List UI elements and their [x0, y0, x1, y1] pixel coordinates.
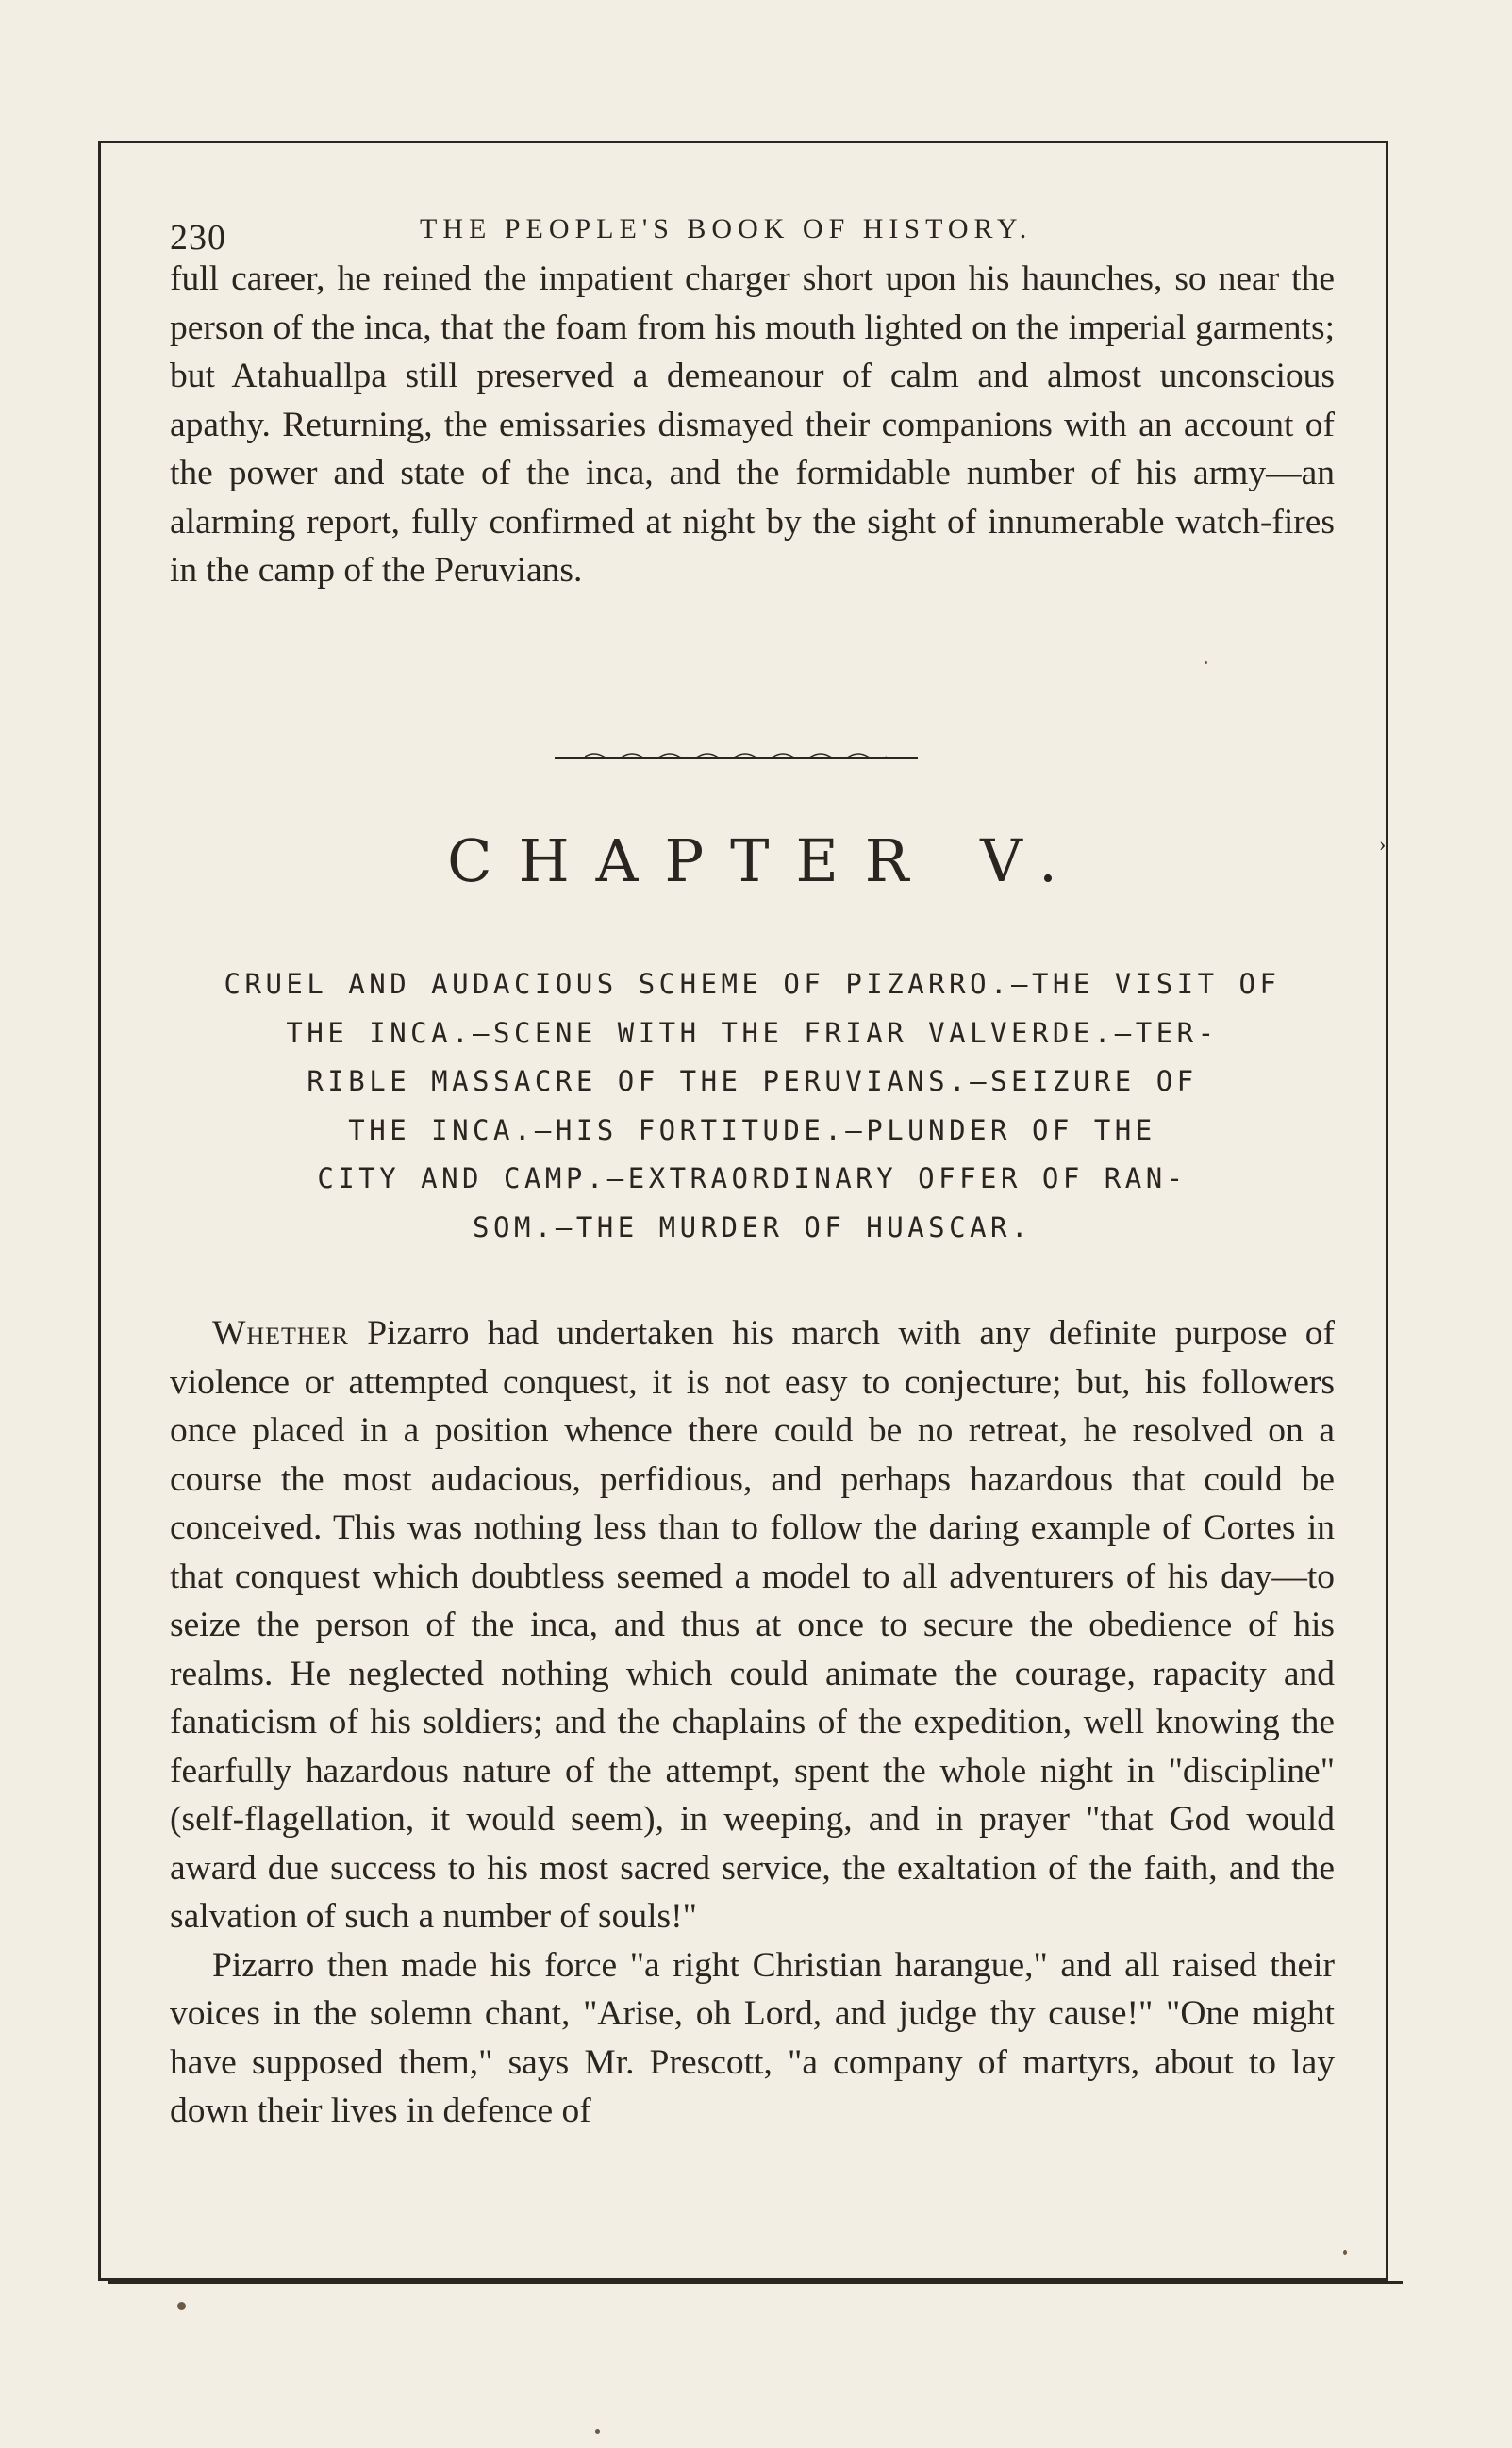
- paper-speck: [1205, 661, 1207, 664]
- margin-mark: ›: [1379, 832, 1387, 856]
- paper-speck: [595, 2429, 600, 2434]
- synopsis-line: THE INCA.—HIS FORTITUDE.—PLUNDER OF THE: [348, 1113, 1156, 1146]
- paper-speck: [177, 2302, 186, 2310]
- page-border-bottom-shadow: [108, 2281, 1403, 2284]
- lead-word: Whether: [212, 1314, 349, 1353]
- synopsis-line: THE INCA.—SCENE WITH THE FRIAR VALVERDE.—TER-: [286, 1016, 1219, 1049]
- chapter-opening-paragraph: [170, 1309, 1335, 1941]
- synopsis-line: SOM.—THE MURDER OF HUASCAR.: [473, 1210, 1032, 1243]
- chapter-synopsis: [170, 960, 1335, 1252]
- running-head: [170, 189, 1335, 258]
- chapter-heading: CHAPTER V.: [447, 826, 1084, 895]
- paper-speck: [1343, 2250, 1347, 2255]
- paragraph-text: Pizarro had undertaken his march with any definite purpose of violence or attempted conquest, it is not easy to conjecture; but, his followers once placed in a position whence there could be no retreat, he resolved on a course the most audacious, perfidious, and perhaps hazardous that could be conceived. This was nothing less than to follow the daring example of Cortes in that conquest which doubtless seemed a model to all adventurers of his day—to seize the person of the inca, and thus at once to secure the obedience of his realms. He neglected nothing which could animate the courage, rapacity and fanaticism of his soldiers; and the chaplains of the expedition, well knowing the fearfully hazardous nature of the attempt, spent the whole night in "discipline" (self-flagellation, it would seem), in weeping, and in prayer "that God would award due success to his most sacred service, the exaltation of the faith, and the salvation of such a number of souls!": [170, 1314, 1335, 1936]
- synopsis-line: RIBLE MASSACRE OF THE PERUVIANS.—SEIZURE OF: [307, 1065, 1198, 1097]
- chapter-body: [170, 1309, 1335, 2136]
- paragraph: Pizarro then made his force "a right Christian harangue," and all raised their voices in the solemn chant, "Arise, oh Lord, and judge thy cause!" "One might have supposed them," says Mr. Prescott, "a company of martyrs, about to lay down their lives in defence of: [170, 1945, 1335, 2130]
- synopsis-line: CRUEL AND AUDACIOUS SCHEME OF PIZARRO.—THE VISIT OF: [224, 968, 1281, 1000]
- page-number: 230: [170, 218, 226, 258]
- running-title: THE PEOPLE'S BOOK OF HISTORY.: [420, 213, 1033, 244]
- synopsis-line: CITY AND CAMP.—EXTRAORDINARY OFFER OF RAN-: [317, 1162, 1188, 1194]
- paragraph-continued: full career, he reined the impatient charger short upon his haunches, so near the person of the inca, that the foam from his mouth lighted on the imperial garments; but Atahuallpa still preserved a demeanour of calm and almost unconscious apathy. Returning, the emissaries dismayed their companions with an account of the power and state of the inca, and the formidable number of his army—an alarming report, fully confirmed at night by the sight of innumerable watch-fires in the camp of the Peruvians.: [170, 259, 1335, 590]
- divider-ornament-icon: [585, 749, 887, 758]
- page-content: [170, 189, 1335, 2130]
